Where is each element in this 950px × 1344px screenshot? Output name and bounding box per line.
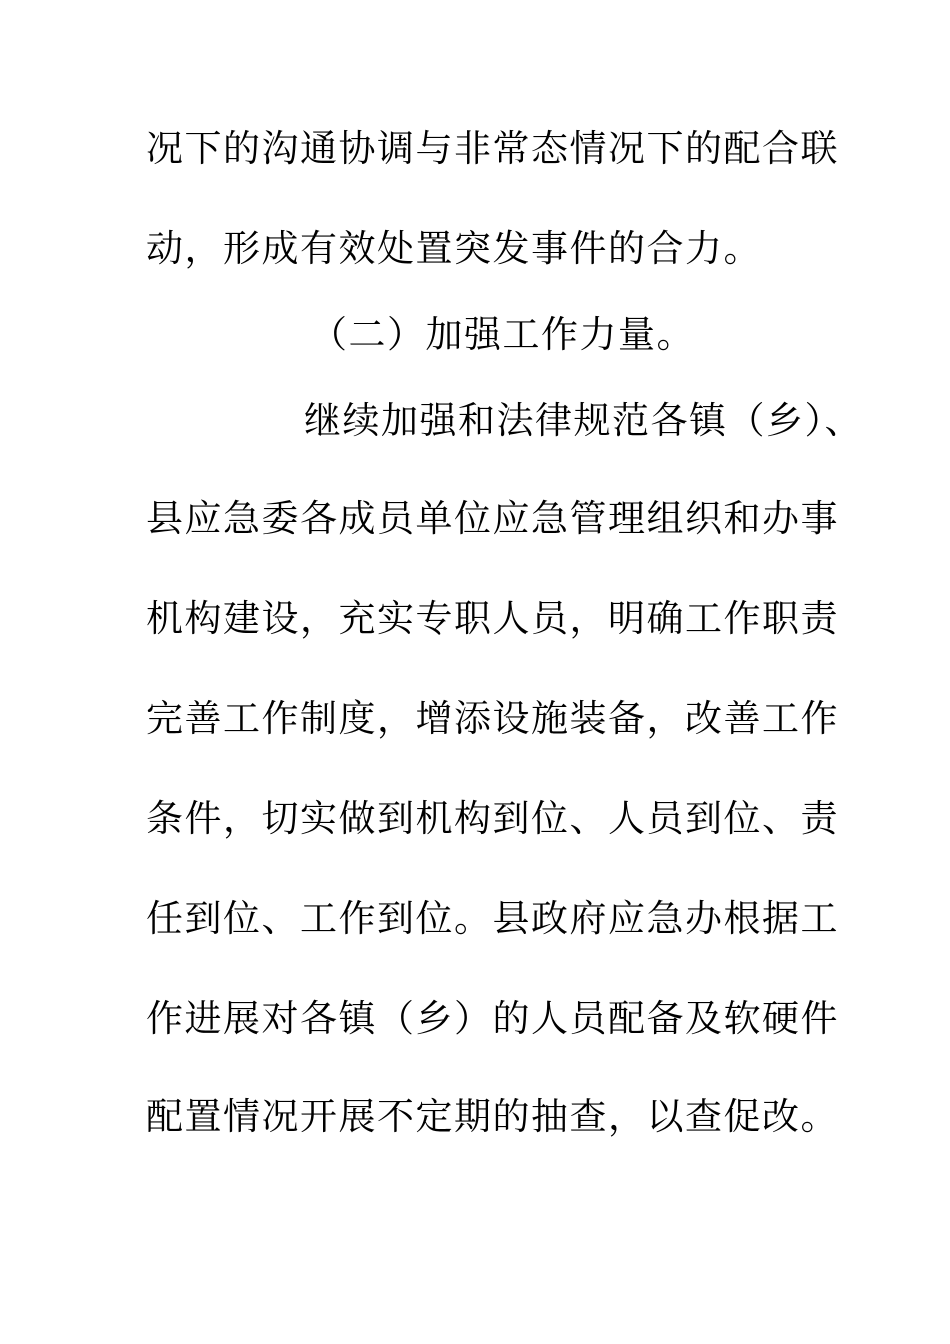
- paragraph-line-5: 县应急委各成员单位应急管理组织和办事: [146, 497, 839, 540]
- paragraph-line-7: 完善工作制度，增添设施装备，改善工作: [146, 697, 839, 740]
- paragraph-line-2: 动，形成有效处置突发事件的合力。: [146, 227, 762, 270]
- paragraph-line-4: 继续加强和法律规范各镇（乡）、: [304, 399, 863, 442]
- section-heading: （二）加强工作力量。: [310, 313, 695, 356]
- paragraph-line-9: 任到位、工作到位。县政府应急办根据工: [146, 897, 839, 940]
- paragraph-line-1: 况下的沟通协调与非常态情况下的配合联: [146, 127, 839, 170]
- paragraph-line-10: 作进展对各镇（乡）的人员配备及软硬件: [146, 997, 839, 1040]
- paragraph-line-11: 配置情况开展不定期的抽查，以查促改。: [146, 1095, 839, 1138]
- paragraph-line-6: 机构建设，充实专职人员，明确工作职责: [146, 597, 839, 640]
- paragraph-line-8: 条件，切实做到机构到位、人员到位、责: [146, 797, 839, 840]
